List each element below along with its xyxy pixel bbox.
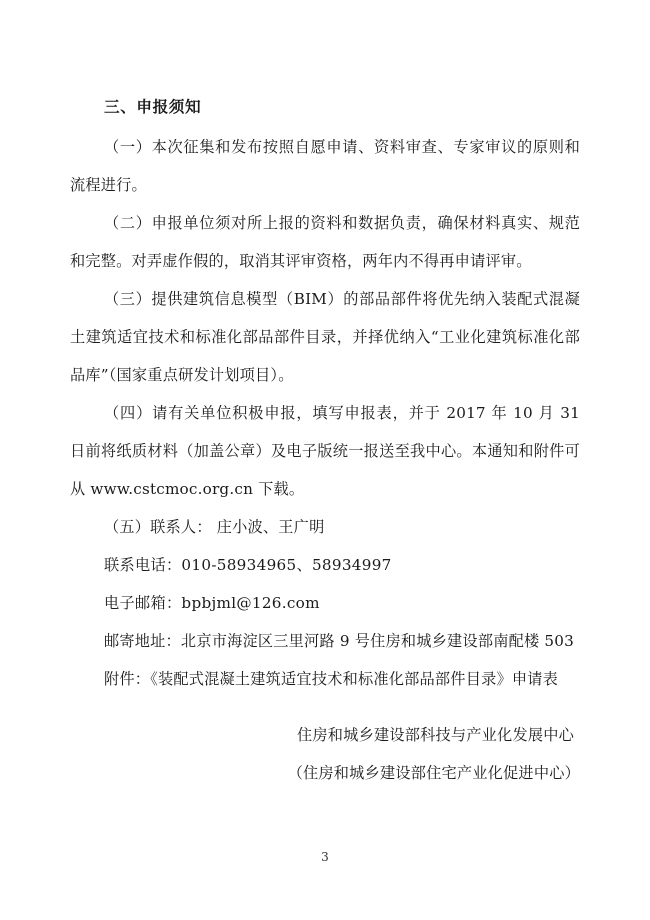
- attachment-line: 附件：《装配式混凝土建筑适宜技术和标准化部品部件目录》申请表: [104, 670, 559, 688]
- paragraph-3: （三）提供建筑信息模型（BIM）的部品部件将优先纳入装配式混凝土建筑适宜技术和标准化部品部件目录，并择优纳入“工业化建筑标准化部品库”（国家重点研发计划项目）。: [70, 290, 580, 384]
- document-body: [70, 128, 580, 792]
- paragraph-4: （四）请有关单位积极申报，填写申报表，并于 2017 年 10 月 31 日前将纸质材料（加盖公章）及电子版统一报送至我中心。本通知和附件可从 www.cstcmoc.org.cn 下载。: [70, 404, 580, 498]
- signature-organization-alt: （住房和城乡建设部住宅产业化促进中心）: [287, 764, 580, 782]
- paragraph-5-contact-person: （五）联系人： 庄小波、王广明: [104, 518, 325, 536]
- paragraph-2: （二）申报单位须对所上报的资料和数据负责，确保材料真实、规范和完整。对弄虚作假的，取消其评审资格，两年内不得再申请评审。: [70, 214, 580, 270]
- contact-address-line: 邮寄地址：北京市海淀区三里河路 9 号住房和城乡建设部南配楼 503: [104, 632, 574, 650]
- paragraph-1: （一）本次征集和发布按照自愿申请、资料审查、专家审议的原则和流程进行。: [70, 138, 580, 194]
- signature-block: [70, 716, 580, 792]
- contact-phone-line: 联系电话：010-58934965、58934997: [104, 556, 392, 574]
- page-number: 3: [321, 850, 329, 864]
- section-heading: 三、申报须知: [104, 97, 202, 116]
- contact-email-line: 电子邮箱：bpbjml@126.com: [104, 594, 320, 612]
- signature-organization: 住房和城乡建设部科技与产业化发展中心: [297, 726, 574, 744]
